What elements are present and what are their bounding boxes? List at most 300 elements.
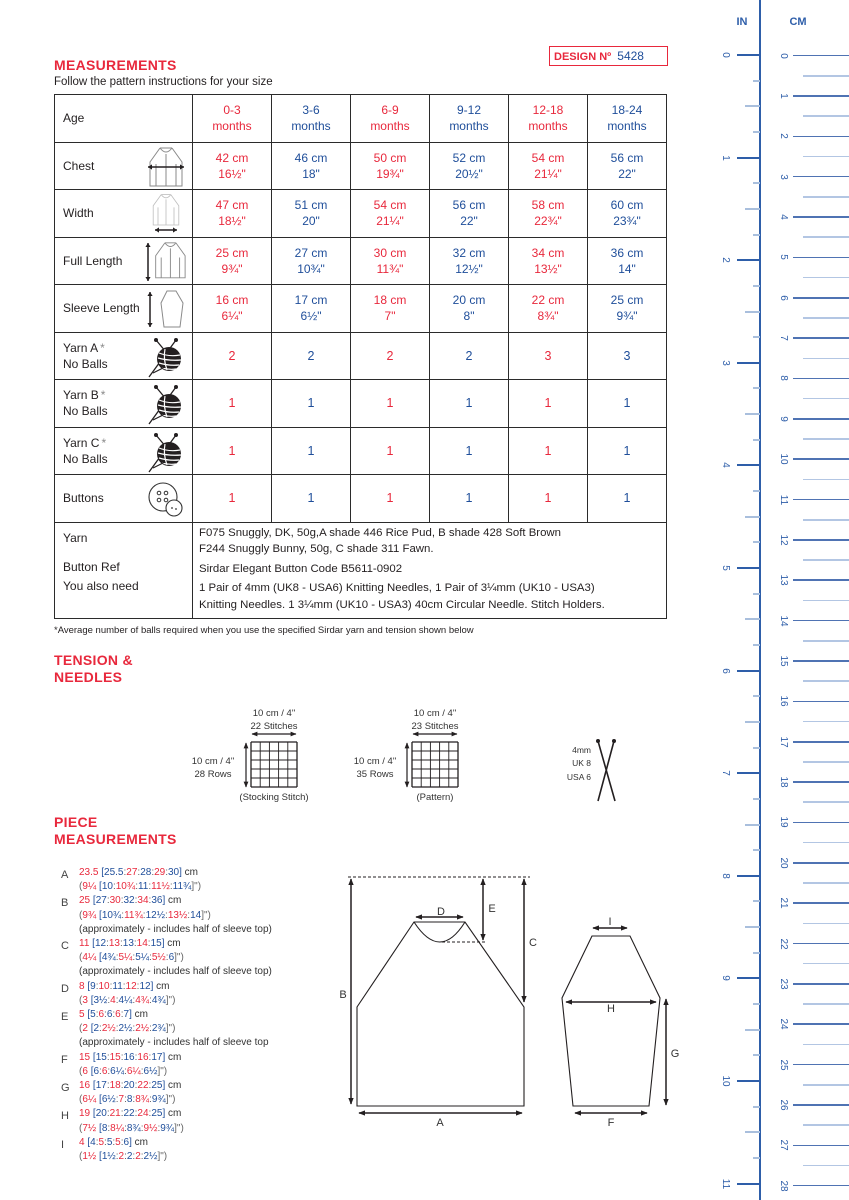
needle-size-mm: 4mm (572, 745, 591, 755)
value-inches: 8 (126, 1094, 133, 1106)
value-cm: 34 cm (531, 245, 565, 260)
separator: : (147, 938, 151, 950)
value-cm: 27 (126, 867, 138, 878)
separator: : (106, 938, 109, 950)
piece-measurement-item (58, 1079, 318, 1107)
row-label-cell (55, 380, 193, 428)
value-inches: 13½" (534, 261, 562, 276)
cm-tick (803, 236, 849, 238)
cm-label: 8 (778, 375, 789, 382)
value-cm: 5 (98, 1136, 105, 1148)
measurement-cell (351, 427, 430, 475)
row-label (63, 340, 108, 372)
inch-tick (737, 259, 760, 261)
value-cm: 54 cm (531, 150, 565, 165)
value-inches: 2 (118, 1151, 125, 1163)
tension-swatch-stocking-stitch (192, 708, 309, 803)
cm-label: 1 (778, 93, 789, 99)
separator: : (169, 881, 173, 893)
dimension-label-b: B (339, 989, 347, 1001)
piece-cm-line (79, 1008, 318, 1022)
cm-tick (803, 398, 849, 400)
measurement-cell (430, 380, 509, 428)
cm-label: 21 (778, 897, 789, 909)
value-inches: 2½ (143, 1151, 158, 1163)
ball-count: 1 (544, 396, 552, 411)
unit-cm: cm (165, 1051, 182, 1063)
value-cm: 12 (139, 980, 151, 992)
table-row-yarn-c (55, 427, 667, 475)
value-inches: 4¾ (135, 994, 150, 1006)
piece-inch-line (79, 994, 318, 1008)
piece-letter: A (61, 869, 69, 881)
size-unit: months (291, 119, 331, 134)
piece-note: (approximately - includes half of sleeve top) (79, 923, 272, 935)
separator: : (120, 1009, 124, 1021)
row-label-text (63, 387, 108, 403)
separator: : (99, 1023, 102, 1035)
value-inches: 11¾ (124, 909, 143, 921)
value-inches: 5¼ (118, 952, 133, 964)
value-cm: 22 cm (531, 293, 565, 308)
measurement-cell (351, 237, 430, 285)
button-ref-value: Sirdar Elegant Button Code B5611-0902 (199, 562, 403, 575)
ball-count: 1 (623, 396, 631, 411)
size-unit: months (528, 119, 568, 134)
value-inches: 12½ (145, 909, 166, 921)
needle-size-usa: USA 6 (566, 772, 591, 782)
separator: : (134, 1051, 138, 1063)
unit-cm: cm (165, 1080, 182, 1092)
value-inches: 22" (460, 214, 478, 229)
button-ref-label: Button Ref (63, 559, 120, 574)
separator: : (120, 895, 124, 907)
separator: : (132, 952, 136, 964)
inch-tick (737, 464, 760, 466)
bracket-close: ] (179, 867, 182, 878)
measurement-cell (272, 190, 351, 238)
piece-note: (approximately - includes half of sleeve top (79, 1037, 269, 1049)
tension-heading (54, 652, 133, 685)
piece-cm-line (79, 1079, 318, 1093)
cm-tick (803, 721, 849, 723)
value-inches: 20½" (455, 166, 483, 181)
value-inches: 2½ (135, 1023, 150, 1035)
balls-footnote: *Average number of balls required when you use the specified Sirdar yarn and tension shown below (54, 625, 474, 636)
value-cm: 9 (90, 980, 96, 992)
row-label (63, 205, 94, 221)
piece-cm-line (79, 1051, 318, 1065)
dimension-label-h: H (607, 1003, 615, 1015)
separator: : (149, 1023, 152, 1035)
row-label-cell (55, 190, 193, 238)
value-inches: 9½ (143, 1122, 158, 1134)
value-inches: 22¾" (534, 214, 562, 229)
separator: : (95, 980, 99, 992)
bracket-open: [ (99, 881, 102, 893)
swatch-stitch-count: 22 Stitches (250, 721, 298, 732)
row-label-text (63, 451, 108, 467)
value-inches: 9¾ (151, 1094, 166, 1106)
cm-tick (793, 1023, 849, 1025)
separator: : (95, 1009, 99, 1021)
bracket-close: ] (161, 938, 165, 950)
value-inches: 3 (82, 994, 88, 1006)
piece-inch-line (79, 1093, 318, 1107)
row-label (63, 253, 122, 269)
value-cm: 25 (151, 1108, 163, 1120)
paren-close: ]") (165, 1094, 176, 1106)
separator: : (122, 980, 126, 992)
row-label-text (63, 205, 94, 221)
ball-count: 1 (228, 443, 236, 458)
inch-tick (753, 439, 760, 441)
measurement-cell (588, 332, 667, 380)
value-cm: 25 cm (215, 245, 249, 260)
size-range: 0-3 (223, 103, 241, 118)
separator: : (148, 1080, 152, 1092)
piece-measurement-item (58, 894, 318, 937)
cm-label: 0 (778, 52, 789, 59)
separator: : (140, 1151, 144, 1163)
value-cm: 50 cm (373, 150, 407, 165)
separator: : (149, 1094, 152, 1106)
bracket-open: [ (99, 909, 102, 921)
piece-measurement-item (58, 1051, 318, 1079)
cm-tick (803, 842, 849, 844)
paren-open: ( (79, 994, 83, 1006)
value-cm: 16 (123, 1051, 135, 1063)
value-cm: 15 (150, 938, 162, 950)
paren-close: ]") (165, 1023, 176, 1035)
separator: : (157, 1122, 161, 1134)
value-inches: 7½ (82, 1122, 97, 1134)
inch-label: 9 (720, 975, 731, 982)
inch-tick (745, 824, 760, 826)
bracket-close: ] (162, 1108, 166, 1120)
value-cm: 12 (125, 980, 137, 992)
bracket-open: [ (99, 1094, 102, 1106)
value-cm: 10 (98, 980, 110, 992)
measurement-cell (430, 285, 509, 333)
value-cm: 47 cm (215, 198, 249, 213)
size-unit: months (449, 119, 489, 134)
separator: : (107, 994, 111, 1006)
inch-tick (753, 1157, 760, 1159)
separator: : (140, 1122, 144, 1134)
value-cm: 19 (79, 1108, 91, 1120)
piece-cm-line (79, 980, 318, 994)
value-cm: 42 cm (215, 150, 249, 165)
measurement-cell (193, 142, 272, 190)
separator: : (95, 1136, 99, 1148)
ball-count: 1 (465, 491, 473, 506)
row-label (63, 158, 94, 174)
inch-label: 8 (720, 873, 731, 879)
separator: : (137, 867, 141, 878)
value-cm: 8 (79, 980, 85, 992)
ball-count: 1 (307, 443, 315, 458)
value-cm: 13 (122, 938, 134, 950)
piece-letter: D (61, 982, 69, 995)
row-label-part: Sleeve Length (63, 301, 140, 316)
value-inches: 7 (118, 1094, 125, 1106)
value-inches: 8¾" (537, 309, 559, 324)
row-label-cell (55, 427, 193, 475)
separator: : (132, 1023, 136, 1035)
inch-tick (745, 618, 760, 620)
value-inches: 4¼ (82, 952, 97, 964)
cm-tick (803, 1044, 849, 1046)
cm-label: 18 (778, 776, 789, 788)
cm-tick (793, 579, 849, 581)
paren-open: ( (79, 1094, 83, 1106)
inch-tick (745, 105, 760, 107)
bracket-open: [ (87, 980, 91, 992)
ball-count: 1 (228, 491, 236, 506)
ball-count: 1 (307, 491, 315, 506)
separator: : (133, 938, 137, 950)
cm-tick (793, 297, 849, 299)
row-label-cell (55, 285, 193, 333)
unit-cm: cm (164, 938, 181, 950)
value-cm: 7 (123, 1009, 130, 1021)
value-cm: 5 (79, 1009, 85, 1021)
chest-garment-icon (143, 145, 189, 188)
piece-inch-line (79, 1122, 318, 1136)
yarn-line: F075 Snuggly, DK, 50g,A shade 446 Rice Pud, B shade 428 Soft Brown (199, 526, 561, 539)
piece-letter: G (61, 1082, 70, 1095)
piece-inch-line (79, 880, 318, 894)
paren-close: ]") (157, 1151, 168, 1163)
unit-cm: cm (131, 1009, 148, 1021)
measurement-cell (588, 190, 667, 238)
cm-tick (793, 1104, 849, 1106)
inch-label: 1 (720, 154, 731, 161)
inch-tick (753, 182, 760, 184)
table-row-width (55, 190, 667, 238)
sleeve-piece-outline (562, 936, 660, 1106)
row-label (63, 490, 104, 506)
value-inches: 10¾ (101, 909, 122, 921)
tension-heading-line-2: NEEDLES (54, 668, 123, 685)
table-row-yarn-b (55, 380, 667, 428)
value-cm: 34 (137, 895, 149, 907)
value-inches: 6¼ (110, 1065, 125, 1077)
value-inches: 6 (101, 1065, 108, 1077)
separator: : (140, 1065, 144, 1077)
bracket-open: [ (87, 1136, 91, 1148)
value-cm: 51 cm (294, 198, 328, 213)
value-inches: 11½ (151, 881, 170, 893)
value-inches: 11¾" (376, 261, 404, 276)
measurement-cell (351, 380, 430, 428)
inch-tick (753, 336, 760, 338)
piece-inch-line (79, 1150, 318, 1164)
value-inches: 1½ (82, 1151, 97, 1163)
yarn-line: F244 Snuggly Bunny, 50g, C shade 311 Fawn. (199, 542, 434, 555)
measurement-cell (193, 285, 272, 333)
value-inches: 6½ (143, 1065, 158, 1077)
value-inches: 2 (82, 1023, 88, 1035)
cm-tick (793, 176, 849, 178)
inch-tick (745, 721, 760, 723)
value-inches: 9¾" (616, 309, 638, 324)
separator: : (165, 909, 168, 921)
value-inches: 18" (302, 166, 320, 181)
cm-tick (793, 1145, 849, 1147)
value-inches: 6½ (101, 1094, 116, 1106)
measurement-cell (430, 475, 509, 523)
measurement-cell (272, 427, 351, 475)
ball-count: 3 (544, 348, 552, 363)
value-inches: 6¼ (126, 1065, 141, 1077)
separator: : (106, 1108, 110, 1120)
cm-label: 12 (778, 534, 789, 546)
size-unit: months (370, 119, 410, 134)
measuring-ruler (700, 0, 849, 1200)
row-label-cell (55, 142, 193, 190)
value-inches: 22" (618, 166, 636, 181)
value-cm: 6 (115, 1009, 121, 1021)
swatch-height-label: 10 cm / 4" (353, 756, 397, 767)
separator: : (107, 1065, 111, 1077)
value-cm: 24 (137, 1108, 149, 1120)
also-need-line: 1 Pair of 4mm (UK8 - USA6) Knitting Needles, 1 Pair of 3¼mm (UK10 - USA3) (199, 581, 595, 594)
separator: : (148, 895, 152, 907)
bracket-open: [ (92, 1051, 96, 1063)
cm-label: 2 (778, 133, 789, 140)
ball-count: 2 (465, 348, 473, 363)
separator: : (149, 994, 152, 1006)
unit-cm: cm (153, 980, 170, 992)
value-inches: 16½" (218, 166, 246, 181)
piece-letter: C (61, 940, 69, 953)
cm-tick (803, 1084, 849, 1086)
body-piece-outline (357, 922, 524, 1106)
value-cm: 15 (109, 1051, 121, 1063)
tension-swatch-pattern (354, 708, 459, 803)
dimension-label-f: F (607, 1117, 615, 1129)
inch-tick (737, 567, 760, 569)
value-inches: 2½ (101, 1023, 116, 1035)
cm-label: 27 (778, 1139, 789, 1151)
measurement-cell (272, 332, 351, 380)
value-inches: 14" (618, 261, 636, 276)
size-header-cell (351, 95, 430, 143)
cm-label: 13 (778, 574, 789, 586)
value-cm: 4 (90, 1136, 96, 1148)
ball-count: 1 (465, 443, 473, 458)
value-cm: 6 (98, 1009, 105, 1021)
inch-tick (737, 362, 760, 364)
measurement-cell (588, 427, 667, 475)
row-label-part: Width (63, 206, 94, 221)
separator: : (124, 1065, 127, 1077)
swatch-row-count: 28 Rows (194, 769, 232, 780)
measurements-heading: MEASUREMENTS (54, 57, 177, 73)
asterisk-mark: * (101, 435, 107, 450)
unit-cm: cm (165, 1108, 182, 1120)
value-inches: 6 (168, 952, 175, 964)
value-inches: 1½ (101, 1151, 116, 1163)
inch-label: 11 (720, 1178, 731, 1189)
separator: : (135, 881, 138, 893)
value-cm: 23.5 (79, 867, 99, 878)
size-unit: months (212, 119, 252, 134)
piece-measurement-item (58, 866, 318, 894)
table-row-age (55, 95, 667, 143)
value-inches: 6¼ (82, 1094, 97, 1106)
value-cm: 25 cm (610, 293, 644, 308)
paren-open: ( (79, 1065, 83, 1077)
yarn-label: Yarn (63, 530, 88, 545)
piece-cm-line (79, 1136, 318, 1150)
value-cm: 11 (79, 938, 90, 950)
yarn-ball-icon (143, 382, 189, 425)
value-inches: 18½" (218, 214, 246, 229)
yarn-ball-icon (143, 430, 189, 473)
value-cm: 16 cm (215, 293, 249, 308)
paren-open: ( (79, 952, 83, 964)
inch-tick (745, 1029, 760, 1031)
measurement-cell (588, 380, 667, 428)
separator: : (123, 867, 127, 878)
row-label (63, 387, 108, 419)
cm-label: 15 (778, 655, 789, 667)
value-cm: 17 (95, 1080, 107, 1092)
knitting-needles-icon (596, 739, 616, 801)
cm-tick (803, 519, 849, 521)
value-cm: 11 (112, 980, 123, 992)
piece-letter: H (61, 1110, 69, 1123)
value-inches: 4¾ (101, 952, 116, 964)
swatch-grid (251, 742, 297, 787)
row-label-text (63, 158, 94, 174)
separator: : (104, 1009, 107, 1021)
measurement-cell (193, 475, 272, 523)
separator: : (124, 1122, 127, 1134)
cm-tick (803, 1165, 849, 1167)
row-label-text (63, 403, 108, 419)
inch-label: 6 (720, 667, 731, 674)
ball-count: 1 (386, 396, 394, 411)
separator: : (165, 952, 169, 964)
value-cm: 32 cm (452, 245, 486, 260)
row-label-text (63, 490, 104, 506)
cm-tick (803, 801, 849, 803)
cm-label: 11 (778, 494, 789, 505)
row-label-part: No Balls (63, 356, 108, 371)
measurement-cell (509, 332, 588, 380)
value-inches: 4 (110, 994, 116, 1006)
tension-diagram (180, 700, 640, 810)
separator: : (148, 1051, 152, 1063)
value-cm: 12 (94, 938, 107, 950)
measurement-cell (351, 190, 430, 238)
value-cm: 27 cm (294, 245, 328, 260)
piece-inch-line (79, 951, 318, 965)
asterisk-mark: * (100, 340, 105, 355)
size-header-cell (430, 95, 509, 143)
cm-tick (803, 1124, 849, 1126)
measurement-cell (272, 237, 351, 285)
unit-cm: cm (181, 867, 199, 878)
dimension-label-e: E (488, 903, 496, 915)
separator: : (120, 1051, 124, 1063)
cm-label: 23 (778, 978, 789, 990)
cm-label: 6 (778, 294, 789, 301)
